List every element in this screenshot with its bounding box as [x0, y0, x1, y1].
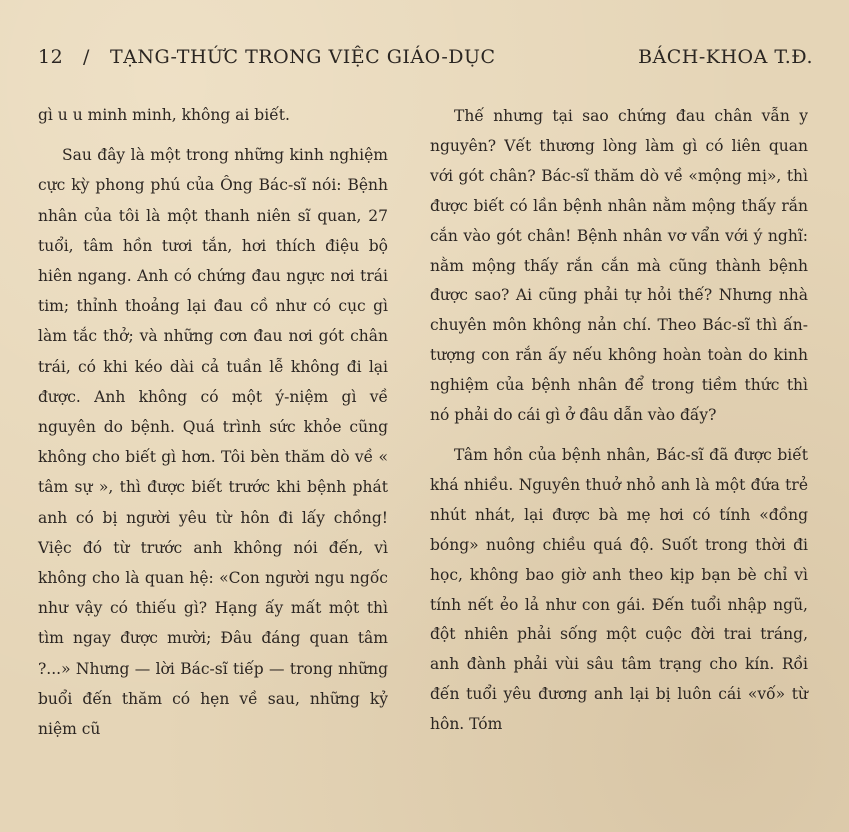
running-header	[38, 46, 813, 74]
header-separator: /	[83, 46, 90, 68]
right-paragraph-2: Tâm hồn của bệnh nhân, Bác-sĩ đã được biết khá nhiều. Nguyên thuở nhỏ anh là một đứa trẻ nhút nhát, lại được bà mẹ hơi có tính «đồng bóng» nuông chiều quá độ. Suốt trong thời đi học, không bao giờ anh theo kịp bạn bè chỉ vì tính nết ẻo lả như con gái. Đến tuổi nhập ngũ, đột nhiên phải sống một cuộc đời trai tráng, anh đành phải vùi sâu tâm trạng cho kín. Rồi đến tuổi yêu đương anh lại bị luôn cái «vố» từ hôn. Tóm	[430, 445, 808, 734]
right-paragraph-1: Thế nhưng tại sao chứng đau chân vẫn y nguyên? Vết thương lòng làm gì có liên quan với gót chân? Bác-sĩ thăm dò về «mộng mị», thì được biết có lần bệnh nhân nằm mộng thấy rắn cắn vào gót chân! Bệnh nhân vơ vẩn với ý nghĩ: nằm mộng thấy rắn cắn mà cũng thành bệnh được sao? Ai cũng phải tự hỏi thế? Nhưng nhà chuyên môn không nản chí. Theo Bác-sĩ thì ấn-tượng con rắn ấy nếu không hoàn toàn do kinh nghiệm của bệnh nhân để trong tiềm thức thì nó phải do cái gì ở đâu dẫn vào đấy?	[430, 107, 808, 425]
left-paragraph-2: Sau đây là một trong những kinh nghiệm cực kỳ phong phú của Ông Bác-sĩ nói: Bệnh nhân của tôi là một thanh niên sĩ quan, 27 tuổi, tâm hồn tươi tắn, hơi thích điệu bộ hiên ngang. Anh có chứng đau ngực nơi trái tim; thỉnh thoảng lại đau cồ như có cục gì làm tắc thở; và những cơn đau nơi gót chân trái, có khi kéo dài cả tuần lễ không đi lại được. Anh không có một ý-niệm gì về nguyên do bệnh. Quá trình sức khỏe cũng không cho biết gì hơn. Tôi bèn thăm dò về « tâm sự », thì được biết trước khi bệnh phát anh có bị người yêu từ hôn đi lấy chồng! Việc đó từ trước anh không nói đến, vì không cho là quan hệ: «Con người ngu ngốc như vậy có thiếu gì? Hạng ấy mất một thì tìm ngay được mười; Đâu đáng quan tâm ?...» Nhưng — lời Bác-sĩ tiếp — trong những buổi đến thăm có hẹn về sau, những kỷ niệm cũ	[38, 146, 388, 739]
left-column	[38, 100, 388, 744]
page-number: 12	[38, 46, 64, 68]
right-column	[430, 102, 808, 740]
chapter-title: TẠNG-THỨC TRONG VIỆC GIÁO-DỤC	[110, 46, 496, 68]
journal-name: BÁCH-KHOA T.Đ.	[638, 46, 813, 68]
left-paragraph-1: gì u u minh minh, không ai biết.	[38, 106, 290, 124]
